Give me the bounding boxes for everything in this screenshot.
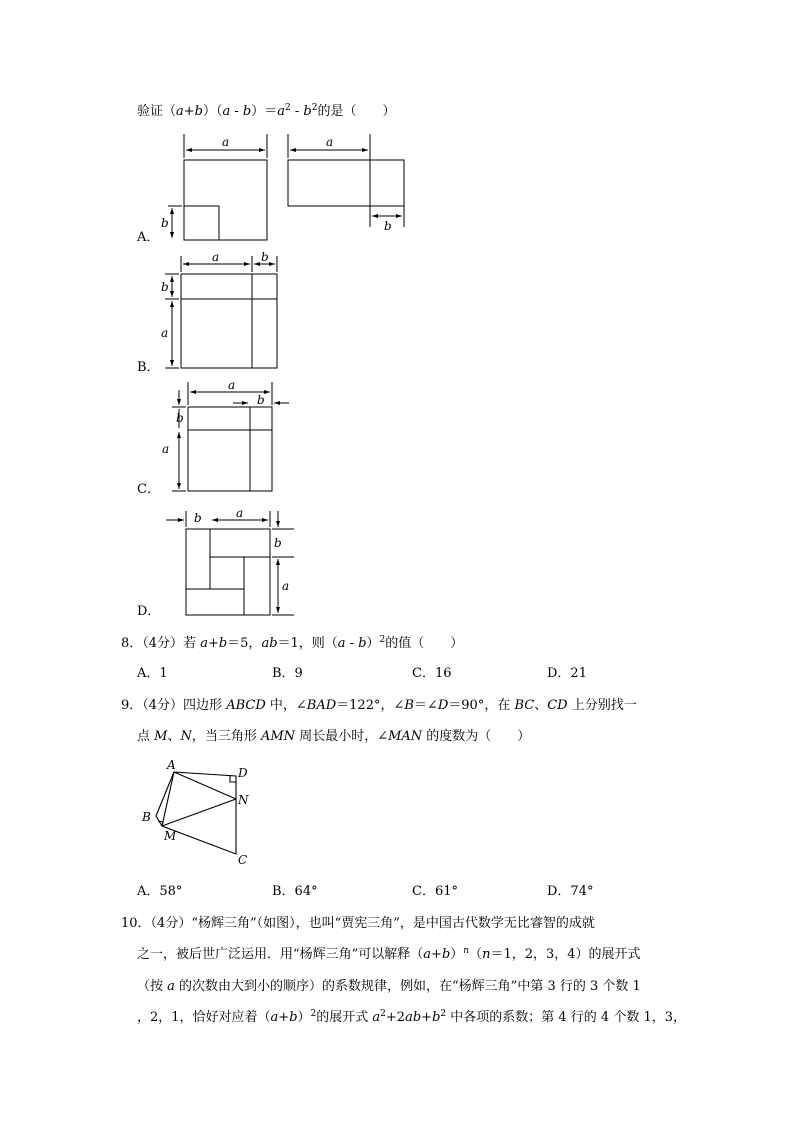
fig-c-label-b1: b [257, 393, 265, 407]
fig-d-label-b2: b [274, 536, 282, 550]
fig-b-label-b2: b [161, 280, 169, 294]
q9-point-n: N [238, 793, 249, 807]
q7-option-d-label: D． [137, 604, 161, 619]
q9-point-c: C [238, 853, 248, 867]
q8-option-c[interactable]: C．16 [412, 666, 452, 681]
q9-option-b[interactable]: B．64° [272, 884, 318, 899]
q9-point-a: A [167, 758, 176, 772]
fig-c-label-a2: a [162, 442, 170, 456]
fig-a-label-a1: a [222, 135, 230, 149]
fig-d-label-b1: b [194, 511, 202, 525]
fig-c-label-a1: a [228, 378, 236, 392]
fig-a-label-b2: b [384, 219, 392, 233]
q9-point-d: D [238, 766, 248, 780]
q7-option-b-label: B． [137, 360, 160, 375]
q8-option-b[interactable]: B．9 [272, 666, 303, 681]
q9-option-a[interactable]: A．58° [137, 884, 183, 899]
q7-option-a-label: A． [137, 230, 160, 245]
q9-point-m: M [164, 829, 177, 843]
fig-a-label-b1: b [161, 216, 169, 230]
q10-line1: 10．（4分）“杨辉三角”（如图），也叫“贾宪三角”，是中国古代数学无比睿智的成就 [121, 916, 595, 931]
fig-a-label-a2: a [326, 135, 334, 149]
q8-stem: 8．（4分）若 a+b＝5，ab＝1，则（a - b）$^2$的值（ ） [121, 635, 464, 651]
q7-figure-b [155, 252, 295, 372]
q7-figure-d [160, 505, 300, 620]
q7-stem: 验证$(a+b)(a - b)=a^2 - b^2$的是（ ） [137, 103, 396, 119]
q9-stem-line1: 9．（4分）四边形 ABCD 中，∠BAD＝122°，∠B＝∠D＝90°，在 BC、CD 上分别找一 [121, 698, 637, 713]
fig-b-label-b1: b [261, 250, 269, 264]
fig-b-label-a2: a [161, 326, 169, 340]
fig-c-label-b2: b [176, 411, 184, 425]
fig-d-label-a2: a [282, 579, 290, 593]
q10-line2: 之一，被后世广泛运用．用“杨辉三角”可以解释$(a+b)^n(n=1$，2，3，4）的展开式 [137, 946, 641, 962]
q8-option-d[interactable]: D．21 [547, 666, 587, 681]
q7-option-c-label: C． [137, 482, 160, 497]
q8-option-a[interactable]: A．1 [137, 666, 168, 681]
q9-option-d[interactable]: D．74° [547, 884, 594, 899]
q7-figure-c [155, 376, 300, 496]
q9-point-b: B [142, 810, 151, 824]
q7-figure-a [160, 130, 420, 245]
fig-b-label-a1: a [212, 250, 220, 264]
q9-stem-line2: 点 M、N，当三角形 AMN 周长最小时，∠MAN 的度数为（ ） [137, 729, 531, 744]
q9-figure [138, 758, 258, 870]
q10-line3: （按 a 的次数由大到小的顺序）的系数规律，例如，在“杨辉三角”中第 3 行的 3 个数 1 [137, 979, 641, 994]
fig-d-label-a1: a [236, 506, 244, 520]
q10-line4: ，2，1，恰好对应着$(a+b)^2$的展开式 $a^2+2ab+b^2$ 中各项的系数；第 4 行的 4 个数 1，3， [137, 1009, 687, 1025]
q9-option-c[interactable]: C．61° [412, 884, 458, 899]
